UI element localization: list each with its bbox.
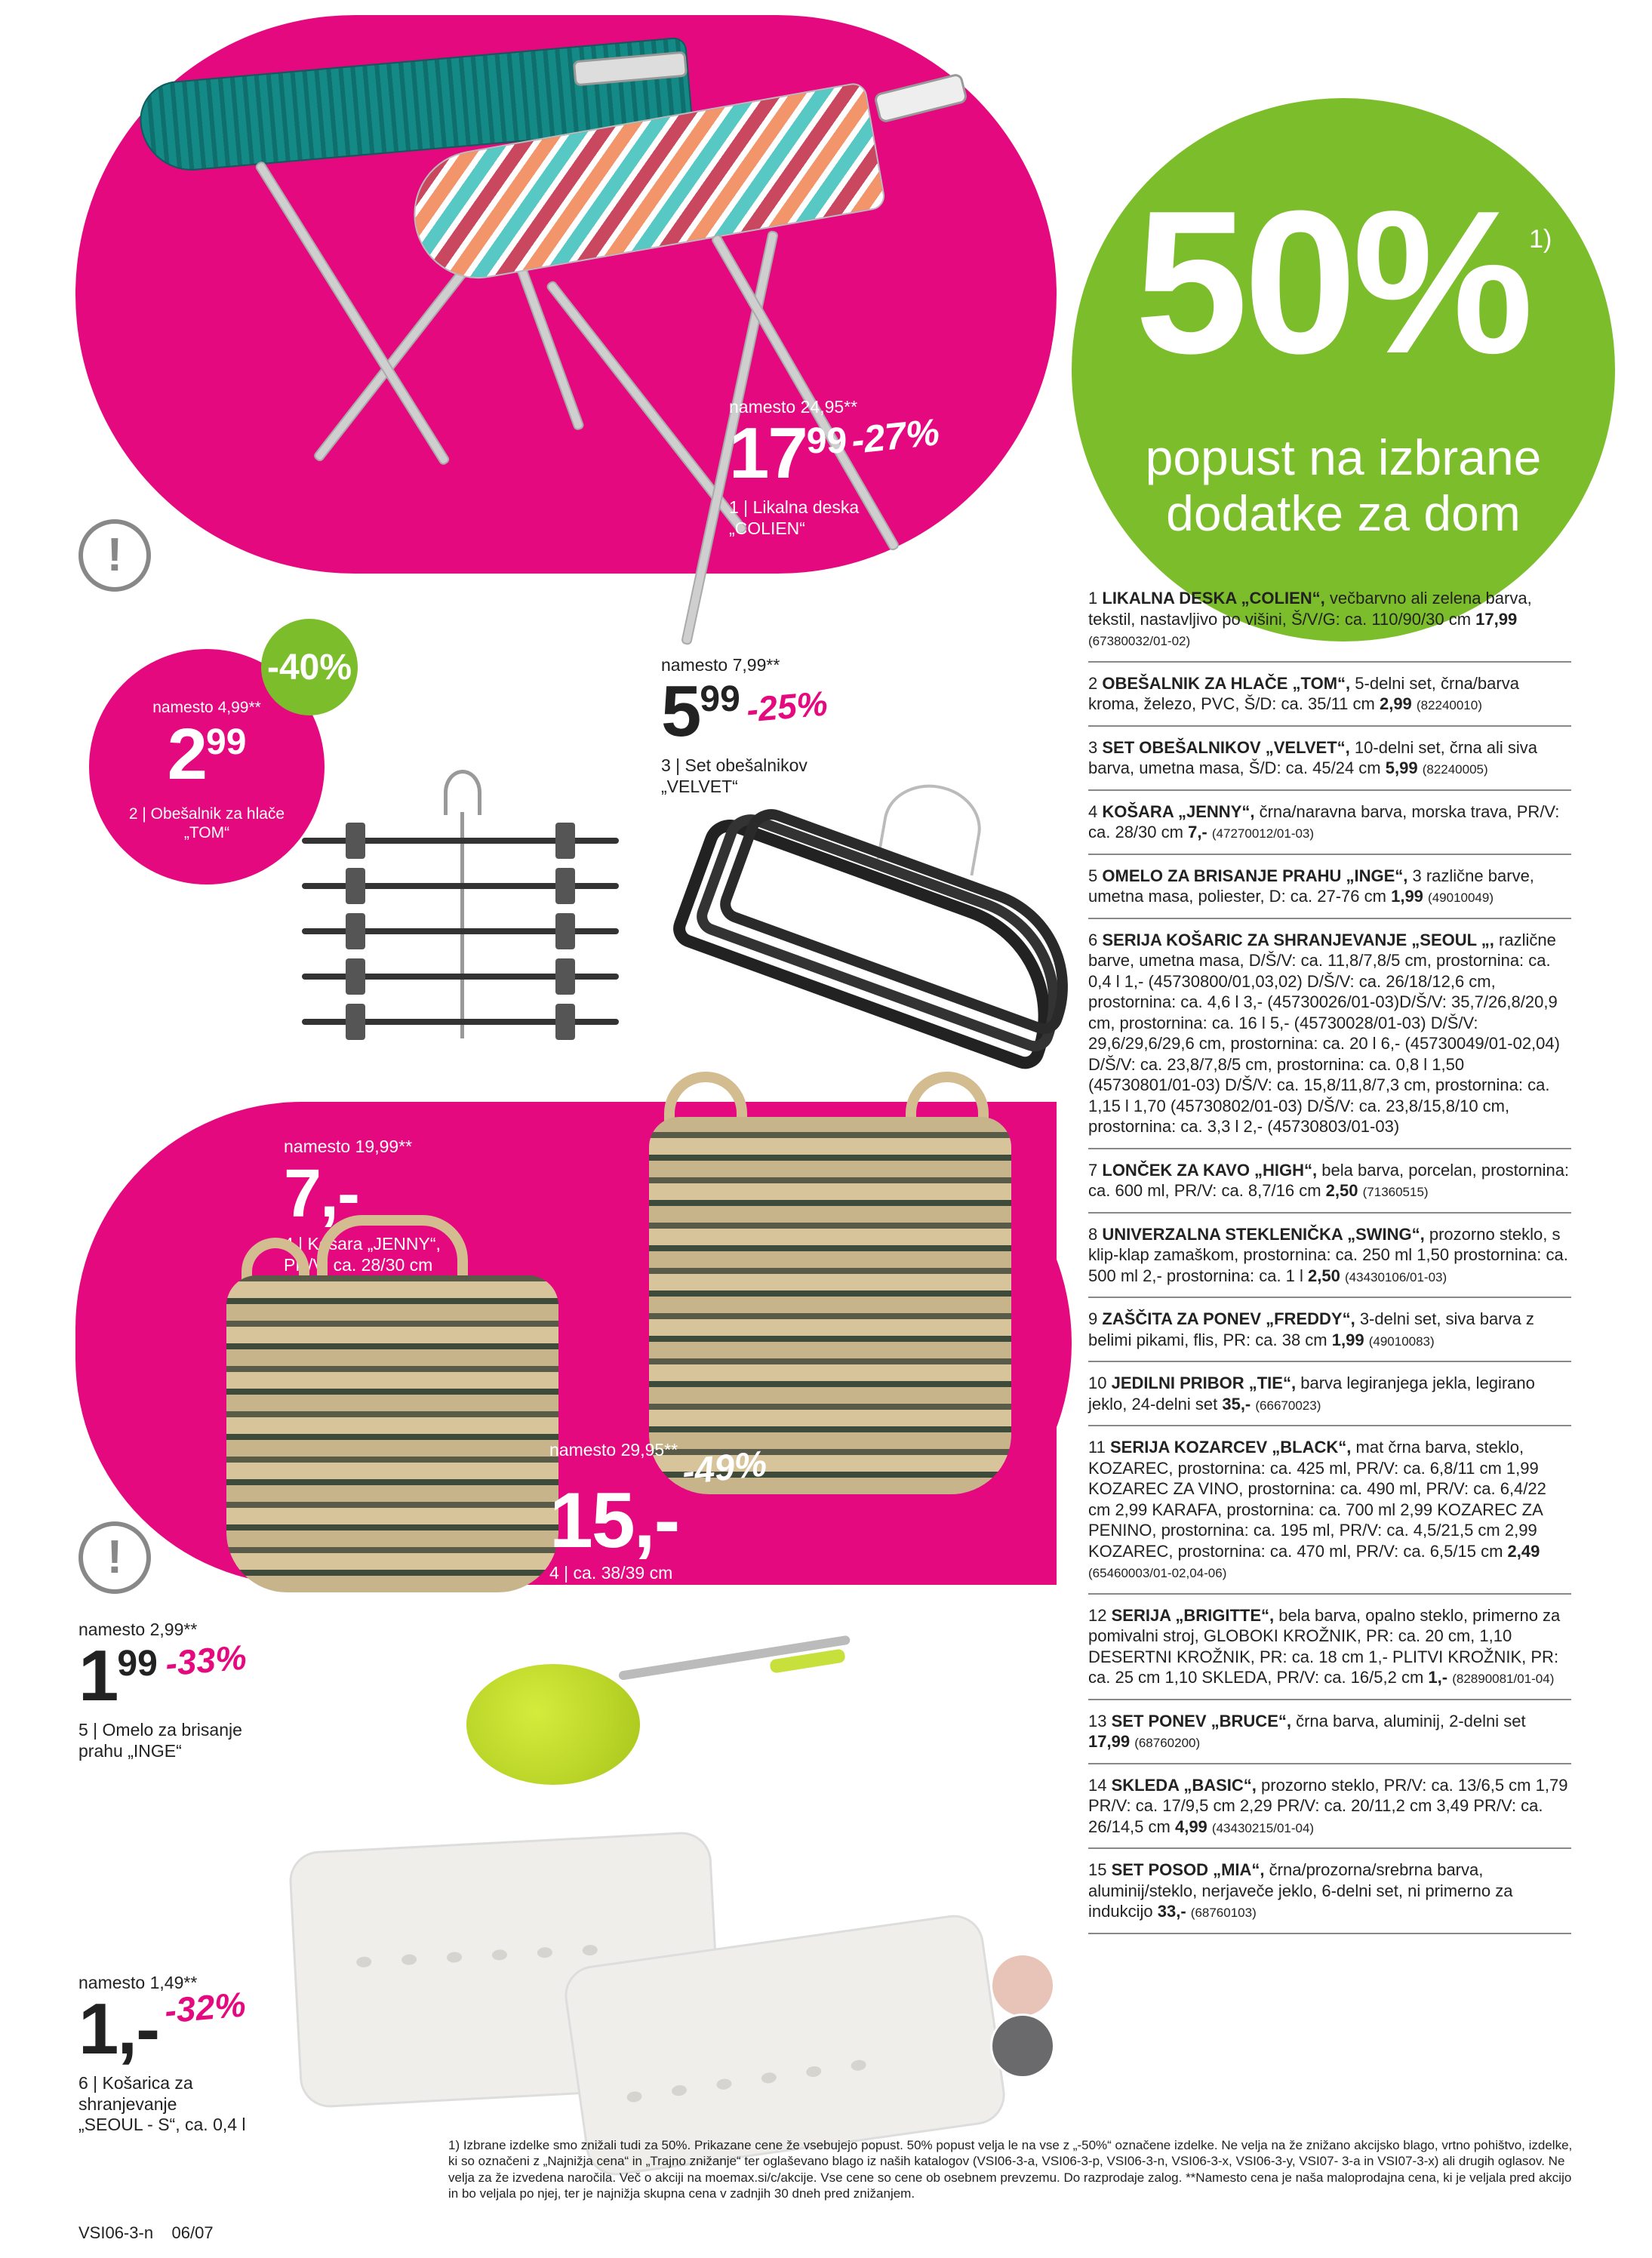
- footnote: 1) Izbrane izdelke smo znižali tudi za 50%. Prikazane cene že vsebujejo popust. 50% popust velja le na vse z „-50%“ označene izdelke. Ne velja na že znižano akcijsko blago, vrtno pohištvo, izdelke, ki so označeni z „Najnižja cena“ in „Trajno znižanje“ ter oglaševano blago iz naših katalogov (VSI06-3-a, VSI06-3-p, VSI06-3-n, VSI06-3-x, VSI06-3-y, VSI07- 3-a in VSI07-3-x) ali drugih oglasov. Ne velja za že izvedena naročila. Več o akciji na moemax.si/c/akcije. Vse cene so cene ob osebnem prevzemu. Do razprodaje zalog. **Namesto cena je naša maloprodajna cena, ki je veljala pred akcijo in bo veljala po njej, ter je najnižja skupna cena v zadnjih 30 dneh pred znižanjem.: [448, 2138, 1573, 2201]
- price: $5^{99}$: [661, 671, 740, 752]
- spec-price: 35,-: [1222, 1394, 1251, 1414]
- spec-number: 9: [1088, 1309, 1098, 1328]
- discount: -49%: [680, 1444, 769, 1493]
- spec-item: [1088, 1700, 1571, 1764]
- promo-percent: 50%$^{1)}$: [1134, 169, 1552, 396]
- spec-number: 8: [1088, 1224, 1098, 1244]
- spec-number: 13: [1088, 1711, 1107, 1730]
- spec-title: LONČEK ZA KAVO „HIGH“,: [1102, 1160, 1318, 1180]
- spec-code: (67380032/01-02): [1088, 634, 1191, 648]
- basket-large-image: [649, 1072, 1011, 1494]
- spec-item: [1088, 1426, 1571, 1595]
- spec-body: prozorno steklo, s klip-klap zamaškom, prostornina: ca. 250 ml 1,50 prostornina: ca. 500 ml 2,- prostornina: ca. 1 l: [1088, 1224, 1568, 1285]
- spec-title: SERIJA KOZARCEV „BLACK“,: [1109, 1438, 1352, 1457]
- spec-title: SET PONEV „BRUCE“,: [1111, 1711, 1291, 1730]
- spec-title: ZAŠČITA ZA PONEV „FREDDY“,: [1102, 1309, 1355, 1328]
- price: 15,-: [549, 1477, 679, 1564]
- spec-number: 11: [1088, 1438, 1106, 1457]
- caption: 2 | Obešalnik za hlače „TOM“: [128, 805, 285, 842]
- trouser-hanger-offer: [89, 699, 325, 842]
- was-price: namesto 7,99**: [661, 655, 780, 675]
- spec-item: [1088, 1849, 1571, 1934]
- duster-image-head: [466, 1664, 640, 1785]
- spec-item: [1088, 1595, 1571, 1700]
- discount: -27%: [849, 411, 942, 462]
- caption: 4 | ca. 38/39 cm: [549, 1563, 673, 1583]
- was-price: namesto 2,99**: [78, 1620, 198, 1639]
- spec-body: bela barva, porcelan, prostornina: ca. 600 ml, PR/V: ca. 8,7/16 cm: [1088, 1160, 1570, 1200]
- spec-title: JEDILNI PRIBOR „TIE“,: [1111, 1374, 1297, 1392]
- spec-price: 2,49: [1507, 1541, 1540, 1561]
- was-price: namesto 29,95**: [549, 1440, 678, 1460]
- spec-item: [1088, 583, 1571, 663]
- spec-item: [1088, 855, 1571, 919]
- spec-code: (82890081/01-04): [1452, 1672, 1555, 1686]
- spec-body: 3-delni set, siva barva z belimi pikami, flis, PR: ca. 38 cm: [1088, 1309, 1534, 1349]
- was-price: namesto 19,99**: [284, 1137, 413, 1156]
- price: $17^{99}$: [729, 413, 848, 494]
- spec-body: 5-delni set, črna/barva kroma, železo, PVC, Š/D: ca. 35/11 cm: [1088, 673, 1519, 713]
- caption: 3 | Set obešalnikov „VELVET“: [661, 755, 808, 796]
- spec-item: [1088, 919, 1571, 1149]
- spec-code: (49010049): [1428, 891, 1494, 905]
- price: 7,-: [284, 1156, 359, 1232]
- ironing-board-image: [0, 0, 981, 679]
- spec-body: barva legiranjega jekla, legirano jeklo, 24-delni set: [1088, 1374, 1535, 1414]
- spec-title: UNIVERZALNA STEKLENIČKA „SWING“,: [1102, 1224, 1425, 1244]
- spec-title: OBEŠALNIK ZA HLAČE „TOM“,: [1102, 673, 1351, 693]
- discount: -25%: [744, 683, 829, 730]
- duster-offer: [78, 1620, 246, 1761]
- discount: -33%: [163, 1637, 248, 1684]
- spec-item: [1088, 1764, 1571, 1850]
- spec-number: 2: [1088, 673, 1098, 693]
- spec-body: prozorno steklo, PR/V: ca. 13/6,5 cm 1,79 PR/V: ca. 17/9,5 cm 2,29 PR/V: ca. 20/11,2 cm 3,49 PR/V: ca. 26/14,5 cm: [1088, 1775, 1568, 1836]
- spec-item: [1088, 1298, 1571, 1362]
- hanger-set-image: [672, 785, 1087, 1041]
- price: 1,-: [78, 1989, 159, 2069]
- spec-title: KOŠARA „JENNY“,: [1102, 801, 1255, 821]
- discount: -32%: [162, 1984, 248, 2031]
- spec-number: 6: [1088, 930, 1098, 949]
- spec-title: OMELO ZA BRISANJE PRAHU „INGE“,: [1102, 866, 1408, 885]
- basket-large-offer: [549, 1440, 767, 1584]
- spec-item: [1088, 727, 1571, 791]
- spec-item: [1088, 663, 1571, 727]
- spec-price: 17,99: [1475, 609, 1518, 629]
- spec-code: (43430215/01-04): [1211, 1820, 1315, 1835]
- spec-body: bela barva, opalno steklo, primerno za pomivalni stroj, GLOBOKI KROŽNIK, PR: ca. 20 cm, 1,10 DESERTNI KROŽNIK, PR: ca. 18 cm 1,- PLITVI KROŽNIK, PR: ca. 25 cm 1,10 SKLEDA, PR/V: ca. 16/5,2 cm: [1088, 1605, 1561, 1687]
- spec-body: različne barve, umetna masa, D/Š/V: ca. 11,8/7,8/5 cm, prostornina: ca. 0,4 l 1,- (45730800/01,03,02) D/Š/V: ca. 26/18/12,6 cm, prostornina: ca. 4,6 l 3,- (45730026/01-03)D/Š/V: 35,7/26,8/20,9 cm, prostornina: ca. 16 l 5,- (45730028/01-03) D/Š/V: 29,6/29,6/29,6 cm, prostornina: ca. 20 l 6,- (45730049/01-02,04) D/Š/V: ca. 23,8/7,8/5 cm, prostornina: ca. 0,8 l 1,50 (45730801/01-03) D/Š/V: ca. 15,8/11,8/7,3 cm, prostornina: ca. 1,15 l 1,70 (45730802/01-03) D/Š/V: ca. 23,8/15,8/10 cm, prostornina: ca. 3,3 l 2,- (45730803/01-03): [1088, 930, 1560, 1136]
- spec-body: črna barva, aluminij, 2-delni set: [1296, 1711, 1526, 1730]
- spec-number: 7: [1088, 1160, 1098, 1180]
- tray-image: [287, 1826, 1011, 2189]
- spec-price: 4,99: [1174, 1817, 1207, 1836]
- hanger-set-offer: [661, 655, 827, 797]
- spec-title: SET OBEŠALNIKOV „VELVET“,: [1102, 737, 1350, 757]
- spec-body: črna/prozorna/srebrna barva, aluminij/steklo, nerjaveče jeklo, 6-delni set, ni primerno za indukcijo: [1088, 1860, 1513, 1921]
- spec-price: 2,50: [1325, 1181, 1358, 1200]
- spec-code: (43430106/01-03): [1345, 1269, 1447, 1284]
- spec-code: (82240010): [1416, 698, 1482, 712]
- was-price: namesto 4,99**: [152, 699, 261, 716]
- spec-item: [1088, 1149, 1571, 1214]
- was-price: namesto 24,95**: [729, 397, 858, 417]
- spec-title: SERIJA KOŠARIC ZA SHRANJEVANJE „SEOUL „,: [1102, 930, 1494, 949]
- spec-title: SKLEDA „BASIC“,: [1111, 1775, 1257, 1795]
- tray-offer: [78, 1973, 246, 2136]
- was-price: namesto 1,49**: [78, 1973, 198, 1992]
- spec-body: 3 različne barve, umetna masa, poliester, D: ca. 27-76 cm: [1088, 866, 1534, 906]
- caption: 5 | Omelo za brisanje prahu „INGE“: [78, 1720, 242, 1761]
- spec-number: 15: [1088, 1860, 1107, 1879]
- promo-text: popust na izbrane dodatke za dom: [1145, 429, 1542, 541]
- spec-price: 17,99: [1088, 1732, 1131, 1751]
- spec-number: 4: [1088, 801, 1098, 821]
- color-swatch-gray: [990, 2013, 1055, 2078]
- spec-number: 1: [1088, 589, 1098, 608]
- spec-number: 14: [1088, 1775, 1107, 1795]
- spec-code: (47270012/01-03): [1211, 826, 1315, 841]
- ironing-board-offer: [729, 397, 940, 539]
- spec-item: [1088, 1362, 1571, 1426]
- price: $1^{99}$: [78, 1635, 158, 1716]
- spec-code: (82240005): [1422, 762, 1488, 777]
- spec-code: (68760103): [1190, 1906, 1257, 1920]
- spec-title: SERIJA „BRIGITTE“,: [1111, 1605, 1275, 1625]
- spec-item: [1088, 791, 1571, 855]
- caption: 1 | Likalna deska „COLIEN“: [729, 497, 860, 538]
- warning-icon: !: [78, 1521, 151, 1594]
- spec-code: (65460003/01-02,04-06): [1088, 1566, 1227, 1580]
- spec-price: 33,-: [1157, 1902, 1186, 1921]
- spec-number: 5: [1088, 866, 1098, 885]
- promo-circle: [1072, 98, 1615, 641]
- trouser-hanger-image: [302, 770, 619, 1057]
- color-swatch-pink: [990, 1953, 1055, 2018]
- spec-price: 2,50: [1308, 1266, 1340, 1285]
- spec-price: 7,-: [1188, 823, 1207, 841]
- spec-price: 1,-: [1428, 1668, 1448, 1687]
- spec-price: 1,99: [1391, 887, 1423, 906]
- spec-code: (66670023): [1255, 1398, 1321, 1413]
- spec-price: 5,99: [1385, 758, 1418, 777]
- spec-price: 2,99: [1379, 694, 1412, 713]
- caption: 4 | Košara „JENNY“, PR/V: ca. 28/30 cm: [284, 1234, 441, 1275]
- spec-title: LIKALNA DESKA „COLIEN“,: [1102, 589, 1325, 608]
- page-code: VSI06-3-n 06/07: [78, 2223, 214, 2242]
- spec-code: (49010083): [1368, 1334, 1435, 1349]
- spec-body: 10-delni set, črna ali siva barva, umetna masa, Š/D: ca. 45/24 cm: [1088, 737, 1538, 777]
- warning-icon: !: [78, 519, 151, 592]
- spec-item: [1088, 1214, 1571, 1299]
- basket-small-image: [226, 1215, 558, 1592]
- product-spec-list: [1088, 583, 1571, 1934]
- spec-number: 3: [1088, 737, 1098, 757]
- discount-badge: -40%: [261, 619, 358, 715]
- spec-title: SET POSOD „MIA“,: [1111, 1860, 1265, 1879]
- spec-body: mat črna barva, steklo, KOZAREC, prostornina: ca. 425 ml, PR/V: ca. 6,8/11 cm 1,99 KOZAREC ZA VINO, prostornina: ca. 490 ml, PR/V: ca. 6,4/22 cm 2,99 KARAFA, prostornina: ca. 700 ml 2,99 KOZAREC ZA PENINO, prostornina: ca. 195 ml, PR/V: ca. 4,5/21,5 cm 2,99 KOZAREC, prostornina: ca. 470 ml, PR/V: ca. 6,5/15 cm: [1088, 1438, 1546, 1561]
- spec-number: 12: [1088, 1605, 1107, 1625]
- price: $2^{99}$: [167, 714, 247, 795]
- spec-body: večbarvno ali zelena barva, tekstil, nastavljivo po višini, Š/V/G: ca. 110/90/30 cm: [1088, 589, 1532, 629]
- spec-number: 10: [1088, 1374, 1107, 1392]
- spec-price: 1,99: [1331, 1330, 1364, 1349]
- spec-code: (68760200): [1134, 1736, 1201, 1750]
- spec-body: črna/naravna barva, morska trava, PR/V: ca. 28/30 cm: [1088, 801, 1560, 841]
- spec-code: (71360515): [1362, 1185, 1429, 1199]
- caption: 6 | Košarica za shranjevanje „SEOUL - S“, ca. 0,4 l: [78, 2073, 246, 2135]
